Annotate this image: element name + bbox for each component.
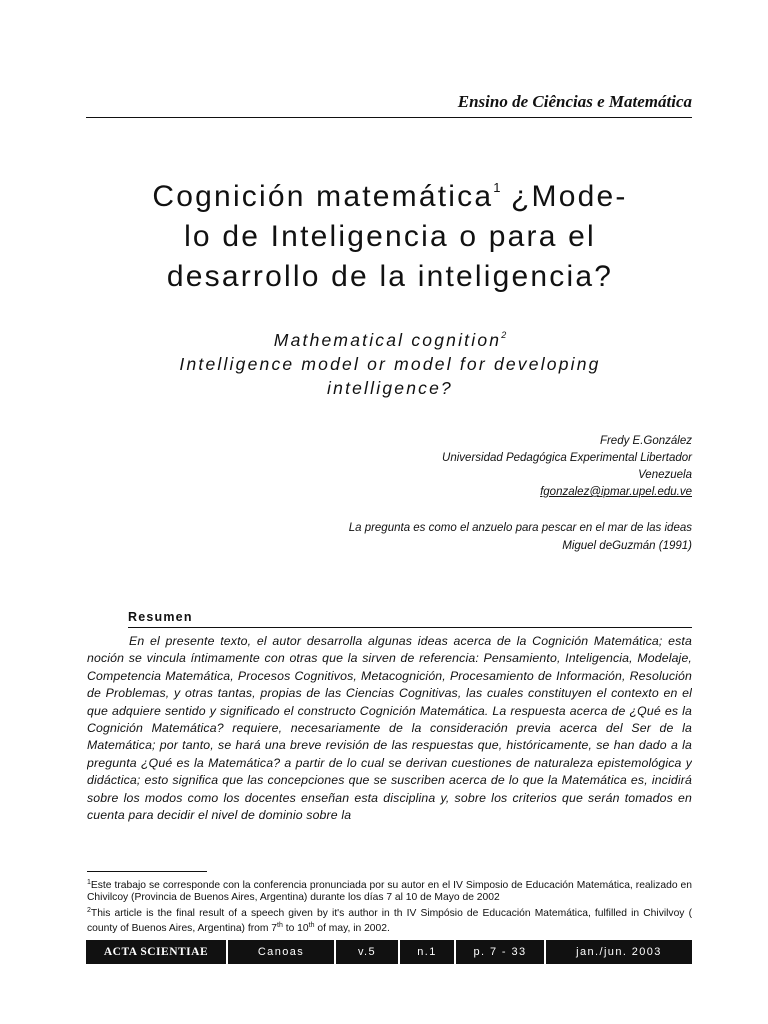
epigraph	[250, 519, 692, 555]
footnote-2-text-b: to 10	[282, 922, 309, 934]
footnote-2-text-c: of may, in 2002.	[314, 922, 390, 934]
footer-journal: ACTA SCIENTIAE	[86, 940, 228, 964]
abstract-heading: Resumen	[128, 610, 193, 624]
abstract-rule	[128, 627, 692, 628]
title-line-1-tail: ¿Mode-	[500, 180, 628, 213]
footer-date: jan./jun. 2003	[576, 946, 662, 958]
footer-pages: p. 7 - 33	[456, 940, 546, 964]
title-line-1-text: Cognición matemática	[152, 180, 494, 213]
footnote-1	[87, 877, 692, 903]
citation-footer-bar	[86, 940, 692, 964]
author-email-link[interactable]: fgonzalez@ipmar.upel.edu.ve	[540, 486, 692, 498]
author-institution: Universidad Pedagógica Experimental Libertador	[442, 452, 692, 464]
epigraph-attribution: Miguel deGuzmán (1991)	[562, 540, 692, 552]
footnote-2-ordinal-2: th	[308, 921, 315, 929]
journal-header: Ensino de Ciências e Matemática	[457, 92, 692, 111]
footnote-2-marker: 2	[87, 907, 91, 914]
title-line-3: desarrollo de la inteligencia?	[166, 260, 614, 293]
footer-city: Canoas	[228, 940, 336, 964]
subtitle-line-3: intelligence?	[327, 378, 453, 398]
epigraph-quote: La pregunta es como el anzuelo para pescar en el mar de las ideas	[348, 522, 692, 534]
title-line-1	[152, 180, 627, 213]
subtitle-line-1	[274, 330, 506, 350]
article-title	[60, 168, 720, 297]
footnote-rule	[87, 871, 207, 872]
author-name: Fredy E.González	[599, 435, 692, 447]
footer-volume: v.5	[336, 940, 400, 964]
subtitle-line-2: Intelligence model or model for developing	[179, 354, 601, 374]
footnote-1-text: Este trabajo se corresponde con la conferencia pronunciada por su autor en el IV Simposio de Educación Matemática, realizado en Chivilcoy (Provincia de Buenos Aires, Argentina) durante los días 7 al 10 de Mayo de 2002	[87, 880, 692, 903]
footnotes	[87, 877, 692, 936]
footnote-2-ordinal-1: th	[277, 921, 283, 929]
footnote-2-text-a: This article is the final result of a speech given by it's author in th IV Simpósio de Educación Matemática, fulfilled in Chivilvoy ( county of Buenos Aires, Argentina) from 7	[87, 908, 692, 934]
footnote-1-marker: 1	[87, 879, 91, 886]
footer-number: n.1	[400, 940, 456, 964]
subtitle-line-1-text: Mathematical cognition	[273, 330, 502, 350]
english-subtitle	[80, 323, 700, 400]
abstract-body: En el presente texto, el autor desarrolla algunas ideas acerca de la Cognición Matemática; esta noción se vincula íntimamente con otras que la sirven de referencia: Pensamiento, Inteligencia, Modelaje, Competencia Matemática, Procesos Cognitivos, Metacognición, Procesamiento de Información, Resolución de Problemas, y otras tantas, propias de las Ciencias Cognitivas, las cuales constituyen el contexto en el que adquiere sentido y significado el constructo Cognición Matemática. La respuesta acerca de ¿Qué es la Cognición Matemática? requiere, necesariamente de la consideración previa acerca del Ser de la Matemática; por tanto, se hará una breve revisión de las respuestas que, históricamente, se han dado a la pregunta ¿Qué es la Matemática? a partir de lo cual se derivan cuestiones de naturaleza epistemológica y didáctica; esto significa que las concepciones que se suscriben acerca de lo que la Matemática es, incidirá sobre los modos como los docentes enseñan esta disciplina y, sobre los criterios que serán tomados en cuenta para decidir el nivel de dominio sobre la	[87, 634, 692, 823]
title-line-2: lo de Inteligencia o para el	[184, 220, 596, 253]
title-footnote-marker[interactable]: 1	[493, 180, 501, 195]
subtitle-footnote-marker[interactable]: 2	[501, 330, 507, 340]
footnote-2	[87, 905, 692, 934]
author-country: Venezuela	[638, 469, 692, 481]
header-rule	[86, 117, 692, 118]
author-block	[300, 433, 692, 501]
